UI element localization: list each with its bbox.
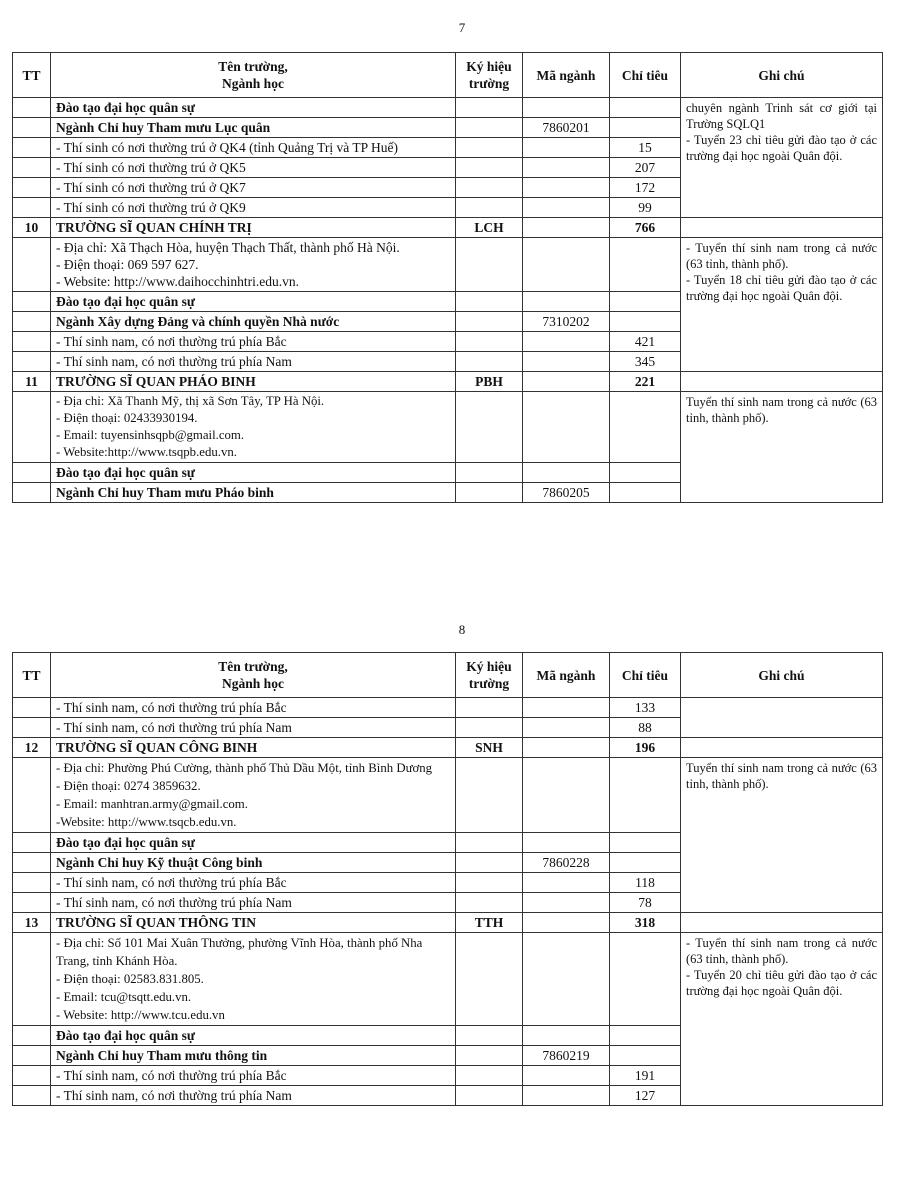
header-tt: TT xyxy=(13,653,51,698)
notes-cell: - Tuyển thí sinh nam trong cả nước (63 tỉnh, thành phố). - Tuyển 20 chỉ tiêu gửi đào tạo ở các trường đại học ngoài Quân đội. xyxy=(681,933,883,1106)
website: - Website: http://www.tcu.edu.vn xyxy=(56,1008,225,1022)
header-tt: TT xyxy=(13,53,51,98)
training-label: Đào tạo đại học quân sự xyxy=(51,292,456,312)
quota-value: 133 xyxy=(610,698,681,718)
training-label: Đào tạo đại học quân sự xyxy=(51,1026,456,1046)
quota-value: 99 xyxy=(610,198,681,218)
major-code: 7860228 xyxy=(523,853,610,873)
school-code: PBH xyxy=(456,372,523,392)
school-index: 12 xyxy=(13,738,51,758)
major-name: Ngành Chỉ huy Tham mưu thông tin xyxy=(51,1046,456,1066)
address: - Địa chỉ: Số 101 Mai Xuân Thưởng, phường Vĩnh Hòa, thành phố Nha Trang, tỉnh Khánh Hòa. xyxy=(56,936,423,968)
major-name: Ngành Chỉ huy Tham mưu Lục quân xyxy=(51,118,456,138)
header-school-code: Ký hiệu trường xyxy=(456,53,523,98)
school-contact-info xyxy=(51,238,456,292)
header-school-code: Ký hiệu trường xyxy=(456,653,523,698)
website: - Website: http://www.daihocchinhtri.edu.vn. xyxy=(56,274,299,289)
school-total-quota: 196 xyxy=(610,738,681,758)
table-row xyxy=(13,98,883,118)
address: - Địa chỉ: Phường Phú Cường, thành phố Thủ Dầu Một, tỉnh Bình Dương xyxy=(56,761,433,775)
quota-value: 15 xyxy=(610,138,681,158)
candidate-group: - Thí sinh nam, có nơi thường trú phía Nam xyxy=(51,1086,456,1106)
school-name: TRƯỜNG SĨ QUAN PHÁO BINH xyxy=(51,372,456,392)
header-quota: Chỉ tiêu xyxy=(610,53,681,98)
school-index: 10 xyxy=(13,218,51,238)
email: - Email: tuyensinhsqpb@gmail.com. xyxy=(56,428,245,442)
header-notes: Ghi chú xyxy=(681,53,883,98)
header-quota: Chỉ tiêu xyxy=(610,653,681,698)
candidate-group: - Thí sinh nam, có nơi thường trú phía Bắc xyxy=(51,1066,456,1086)
school-row xyxy=(13,913,883,933)
phone: - Điện thoại: 02583.831.805. xyxy=(56,972,204,986)
header-notes: Ghi chú xyxy=(681,653,883,698)
phone: - Điện thoại: 0274 3859632. xyxy=(56,779,201,793)
quota-value: 345 xyxy=(610,352,681,372)
website: - Website:http://www.tsqpb.edu.vn. xyxy=(56,445,237,459)
school-index: 13 xyxy=(13,913,51,933)
school-total-quota: 766 xyxy=(610,218,681,238)
school-code: LCH xyxy=(456,218,523,238)
school-name: TRƯỜNG SĨ QUAN CÔNG BINH xyxy=(51,738,456,758)
major-code: 7860205 xyxy=(523,483,610,503)
quota-value: 88 xyxy=(610,718,681,738)
candidate-group: - Thí sinh nam, có nơi thường trú phía Nam xyxy=(51,893,456,913)
candidate-group: - Thí sinh nam, có nơi thường trú phía Bắc xyxy=(51,698,456,718)
candidate-group: - Thí sinh nam, có nơi thường trú phía Bắc xyxy=(51,873,456,893)
quota-value: 421 xyxy=(610,332,681,352)
notes-cell: Tuyển thí sinh nam trong cả nước (63 tỉnh, thành phố). xyxy=(681,392,883,503)
quota-value: 172 xyxy=(610,178,681,198)
email: - Email: manhtran.army@gmail.com. xyxy=(56,797,248,811)
candidate-group: - Thí sinh có nơi thường trú ở QK5 xyxy=(51,158,456,178)
major-name: Ngành Xây dựng Đảng và chính quyền Nhà nước xyxy=(51,312,456,332)
school-row xyxy=(13,372,883,392)
quota-value: 118 xyxy=(610,873,681,893)
school-name: TRƯỜNG SĨ QUAN THÔNG TIN xyxy=(51,913,456,933)
school-code: TTH xyxy=(456,913,523,933)
school-contact-info xyxy=(51,392,456,463)
table-row xyxy=(13,698,883,718)
school-total-quota: 318 xyxy=(610,913,681,933)
major-name: Ngành Chỉ huy Tham mưu Pháo binh xyxy=(51,483,456,503)
major-code: 7860219 xyxy=(523,1046,610,1066)
table-row xyxy=(13,392,883,463)
school-code: SNH xyxy=(456,738,523,758)
school-contact-info xyxy=(51,933,456,1026)
major-name: Ngành Chỉ huy Kỹ thuật Công binh xyxy=(51,853,456,873)
table-header-row xyxy=(13,653,883,698)
address: - Địa chỉ: Xã Thạch Hòa, huyện Thạch Thất, thành phố Hà Nội. xyxy=(56,240,400,255)
header-major-code: Mã ngành xyxy=(523,653,610,698)
candidate-group: - Thí sinh nam, có nơi thường trú phía Nam xyxy=(51,352,456,372)
training-label: Đào tạo đại học quân sự xyxy=(51,98,456,118)
phone: - Điện thoại: 02433930194. xyxy=(56,411,198,425)
candidate-group: - Thí sinh có nơi thường trú ở QK7 xyxy=(51,178,456,198)
school-total-quota: 221 xyxy=(610,372,681,392)
header-school-major: Tên trường, Ngành học xyxy=(51,53,456,98)
admission-table-page-8 xyxy=(12,652,882,1106)
header-school-major: Tên trường, Ngành học xyxy=(51,653,456,698)
table-row xyxy=(13,933,883,1026)
school-contact-info xyxy=(51,758,456,833)
school-index: 11 xyxy=(13,372,51,392)
training-label: Đào tạo đại học quân sự xyxy=(51,833,456,853)
phone: - Điện thoại: 069 597 627. xyxy=(56,257,199,272)
school-row xyxy=(13,738,883,758)
candidate-group: - Thí sinh nam, có nơi thường trú phía Bắc xyxy=(51,332,456,352)
table-row xyxy=(13,238,883,292)
quota-value: 78 xyxy=(610,893,681,913)
page-number: 8 xyxy=(458,622,466,637)
address: - Địa chỉ: Xã Thanh Mỹ, thị xã Sơn Tây, TP Hà Nội. xyxy=(56,394,325,408)
quota-value: 127 xyxy=(610,1086,681,1106)
table-row xyxy=(13,758,883,833)
major-code: 7860201 xyxy=(523,118,610,138)
email: - Email: tcu@tsqtt.edu.vn. xyxy=(56,990,192,1004)
website: -Website: http://www.tsqcb.edu.vn. xyxy=(56,815,237,829)
table-header-row xyxy=(13,53,883,98)
school-name: TRƯỜNG SĨ QUAN CHÍNH TRỊ xyxy=(51,218,456,238)
candidate-group: - Thí sinh có nơi thường trú ở QK4 (tỉnh Quảng Trị và TP Huế) xyxy=(51,138,456,158)
major-code: 7310202 xyxy=(523,312,610,332)
quota-value: 191 xyxy=(610,1066,681,1086)
candidate-group: - Thí sinh có nơi thường trú ở QK9 xyxy=(51,198,456,218)
notes-cell: Tuyển thí sinh nam trong cả nước (63 tỉnh, thành phố). xyxy=(681,758,883,913)
training-label: Đào tạo đại học quân sự xyxy=(51,463,456,483)
header-major-code: Mã ngành xyxy=(523,53,610,98)
quota-value: 207 xyxy=(610,158,681,178)
notes-cell: chuyên ngành Trinh sát cơ giới tại Trường SQLQ1 - Tuyển 23 chỉ tiêu gửi đào tạo ở các trường đại học ngoài Quân đội. xyxy=(681,98,883,218)
page-number: 7 xyxy=(458,20,466,35)
school-row xyxy=(13,218,883,238)
candidate-group: - Thí sinh nam, có nơi thường trú phía Nam xyxy=(51,718,456,738)
admission-table-page-7 xyxy=(12,52,882,503)
notes-cell: - Tuyển thí sinh nam trong cả nước (63 tỉnh, thành phố). - Tuyển 18 chỉ tiêu gửi đào tạo ở các trường đại học ngoài Quân đội. xyxy=(681,238,883,372)
